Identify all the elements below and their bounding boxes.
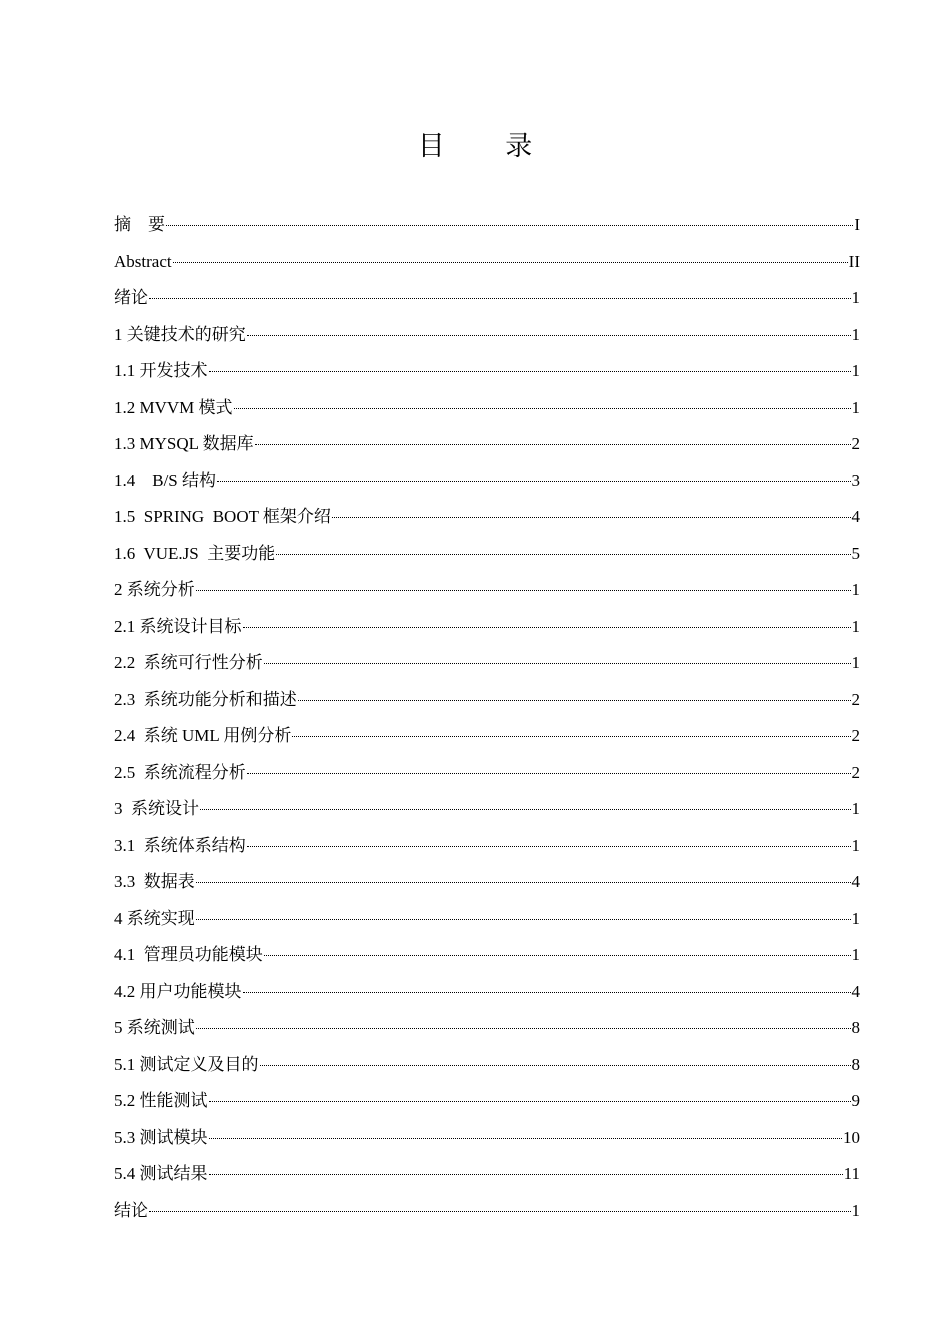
toc-entry-2-5[interactable]: [114, 755, 860, 792]
dot-leader: [264, 955, 851, 956]
toc-entry-4-1[interactable]: [114, 937, 860, 974]
dot-leader: [255, 444, 851, 445]
dot-leader: [209, 371, 851, 372]
toc-page-number: 1: [851, 616, 860, 636]
toc-entry-2-4[interactable]: [114, 718, 860, 755]
toc-page-number: 1: [851, 324, 860, 344]
toc-entry-5-1[interactable]: [114, 1047, 860, 1084]
dot-leader: [247, 335, 851, 336]
toc-page-number: 11: [843, 1164, 860, 1183]
toc-page-number: 1: [851, 799, 860, 818]
dot-leader: [217, 481, 850, 482]
dot-leader: [173, 262, 848, 263]
toc-entry-label: 3 系统设计: [114, 799, 199, 818]
toc-entry-chapter-2[interactable]: [114, 572, 860, 609]
toc-entry-chapter-1[interactable]: [114, 317, 860, 354]
dot-leader: [298, 700, 851, 701]
toc-page-number: II: [848, 251, 860, 271]
toc-page-number: 1: [851, 397, 860, 417]
dot-leader: [196, 882, 851, 883]
toc-entry-4-2[interactable]: [114, 974, 860, 1011]
toc-entry-label: 1.3 MYSQL 数据库: [114, 434, 254, 453]
toc-entry-label: 1.5 SPRING BOOT 框架介绍: [114, 507, 331, 526]
dot-leader: [196, 1028, 851, 1029]
dot-leader: [209, 1174, 843, 1175]
toc-page-number: 4: [851, 507, 860, 526]
toc-entry-label: 绪论: [114, 288, 148, 307]
toc-entry-1-3[interactable]: [114, 426, 860, 463]
page-title: 目 录: [417, 131, 559, 162]
toc-page-number: 1: [851, 653, 860, 672]
toc-page-number: 4: [851, 981, 860, 1001]
dot-leader: [149, 298, 851, 299]
dot-leader: [260, 1065, 851, 1066]
toc-entry-label: 5.2 性能测试: [114, 1091, 208, 1110]
toc-entry-label: 3.3 数据表: [114, 872, 195, 891]
toc-page-number: 1: [851, 288, 860, 307]
toc-page-number: 8: [851, 1018, 860, 1037]
toc-entry-label: 5.4 测试结果: [114, 1164, 208, 1183]
toc-entry-label: 4.2 用户功能模块: [114, 981, 242, 1001]
toc-entry-label: 5.3 测试模块: [114, 1127, 208, 1147]
dot-leader: [209, 1138, 843, 1139]
toc-entry-1-4[interactable]: [114, 463, 860, 500]
dot-leader: [196, 590, 851, 591]
toc-page-number: 4: [851, 872, 860, 891]
toc-entry-1-6[interactable]: [114, 536, 860, 573]
toc-page-number: 10: [843, 1127, 860, 1147]
toc-entry-label: 2.3 系统功能分析和描述: [114, 689, 297, 709]
toc-entry-label: 结论: [114, 1200, 148, 1220]
toc-page-number: 9: [851, 1091, 860, 1110]
toc-page-number: 2: [851, 689, 860, 709]
toc-entry-abstract-en[interactable]: [114, 244, 860, 281]
dot-leader: [292, 736, 850, 737]
dot-leader: [247, 846, 851, 847]
toc-entry-conclusion[interactable]: [114, 1193, 860, 1230]
toc-entry-1-5[interactable]: [114, 499, 860, 536]
toc-page-number: 8: [851, 1054, 860, 1074]
toc-entry-2-2[interactable]: [114, 645, 860, 682]
toc-entry-label: 1.6 VUE.JS 主要功能: [114, 543, 276, 563]
toc-entry-label: 1 关键技术的研究: [114, 324, 246, 344]
toc-entry-label: 1.4 B/S 结构: [114, 470, 217, 490]
toc-entry-label: Abstract: [114, 251, 172, 271]
toc-entry-label: 3.1 系统体系结构: [114, 835, 246, 855]
toc-page-number: 2: [851, 726, 860, 745]
dot-leader: [247, 773, 851, 774]
toc-entry-label: 5 系统测试: [114, 1018, 195, 1037]
toc-entry-label: 2.2 系统可行性分析: [114, 653, 263, 672]
dot-leader: [332, 517, 851, 518]
toc-entry-label: 2 系统分析: [114, 580, 195, 599]
dot-leader: [149, 1211, 851, 1212]
toc-entry-chapter-4[interactable]: [114, 901, 860, 938]
toc-entry-1-2[interactable]: [114, 390, 860, 427]
toc-page-number: I: [854, 215, 860, 234]
table-of-contents: [114, 207, 860, 1229]
dot-leader: [166, 225, 853, 226]
toc-entry-3-3[interactable]: [114, 864, 860, 901]
toc-page-number: 2: [851, 434, 860, 453]
toc-entry-label: 2.5 系统流程分析: [114, 762, 246, 782]
dot-leader: [276, 554, 850, 555]
toc-entry-label: 5.1 测试定义及目的: [114, 1054, 259, 1074]
toc-entry-label: 摘 要: [114, 215, 165, 234]
dot-leader: [264, 663, 851, 664]
toc-entry-5-2[interactable]: [114, 1083, 860, 1120]
toc-entry-chapter-3[interactable]: [114, 791, 860, 828]
toc-entry-5-3[interactable]: [114, 1120, 860, 1157]
toc-entry-label: 4 系统实现: [114, 908, 195, 928]
dot-leader: [196, 919, 851, 920]
dot-leader: [234, 408, 851, 409]
toc-page-number: 5: [851, 543, 860, 563]
toc-page-number: 2: [851, 762, 860, 782]
dot-leader: [243, 992, 851, 993]
toc-page-number: 1: [851, 361, 860, 380]
toc-page-number: 1: [851, 1200, 860, 1220]
toc-entry-1-1[interactable]: [114, 353, 860, 390]
toc-entry-chapter-5[interactable]: [114, 1010, 860, 1047]
toc-page-number: 1: [851, 835, 860, 855]
toc-entry-label: 1.2 MVVM 模式: [114, 397, 233, 417]
toc-page-number: 1: [851, 580, 860, 599]
toc-entry-label: 2.1 系统设计目标: [114, 616, 242, 636]
toc-entry-2-3[interactable]: [114, 682, 860, 719]
dot-leader: [243, 627, 851, 628]
toc-entry-label: 4.1 管理员功能模块: [114, 945, 263, 964]
toc-entry-label: 2.4 系统 UML 用例分析: [114, 726, 292, 745]
toc-entry-abstract-cn[interactable]: [114, 207, 860, 244]
dot-leader: [209, 1101, 851, 1102]
toc-page-number: 1: [851, 945, 860, 964]
toc-entry-introduction[interactable]: [114, 280, 860, 317]
toc-entry-2-1[interactable]: [114, 609, 860, 646]
toc-entry-3-1[interactable]: [114, 828, 860, 865]
toc-entry-5-4[interactable]: [114, 1156, 860, 1193]
toc-page-number: 1: [851, 908, 860, 928]
toc-entry-label: 1.1 开发技术: [114, 361, 208, 380]
dot-leader: [200, 809, 851, 810]
toc-page-number: 3: [851, 470, 860, 490]
